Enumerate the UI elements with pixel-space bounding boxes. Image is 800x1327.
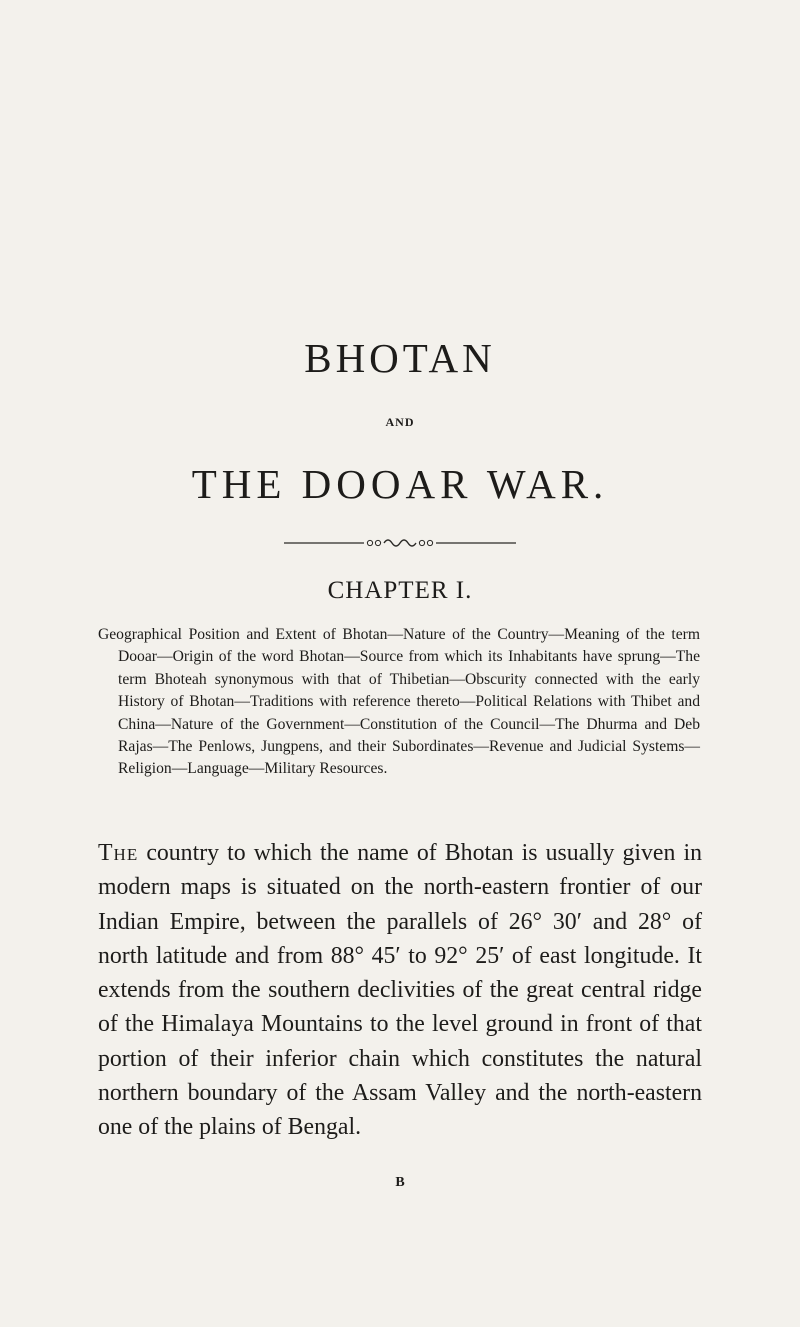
paragraph-text: country to which the name of Bhotan is usually given in modern maps is situated on the north-eastern frontier of our Indian Empire, between the parallels of 26° 30′ and 28° of north latitude and from 88° 45′ to 92° 25′ of east longitude. It extends from the southern declivities of the great central ridge of the Himalaya Mountains to the level ground in front of that portion of their inferior chain which constitutes the natural northern boundary of the Assam Valley and the north-eastern one of the plains of Bengal. bbox=[98, 840, 702, 1141]
signature-mark: B bbox=[395, 1175, 405, 1190]
ornament-divider-icon bbox=[284, 536, 516, 550]
chapter-heading: CHAPTER I. bbox=[327, 577, 473, 604]
book-title: BHOTAN bbox=[304, 335, 496, 381]
paragraph-lead-word: The bbox=[98, 840, 139, 866]
chapter-synopsis: Geographical Position and Extent of Bhotan—Nature of the Country—Meaning of the term Dooar—Origin of the word Bhotan—Source from which its Inhabitants have sprung—The term Bhoteah synonymous with that of Thibetian—Obscurity connected with the early History of Bhotan—Traditions with reference thereto—Political Relations with Thibet and China—Nature of the Government—Constitution of the Council—The Dhurma and Deb Rajas—The Penlows, Jungpens, and their Subordinates—Revenue and Judicial Systems—Religion—Language—Military Resources. bbox=[98, 626, 700, 778]
title-conjunction: AND bbox=[385, 415, 415, 429]
book-subtitle: THE DOOAR WAR. bbox=[191, 461, 609, 507]
body-paragraph bbox=[98, 836, 702, 1145]
